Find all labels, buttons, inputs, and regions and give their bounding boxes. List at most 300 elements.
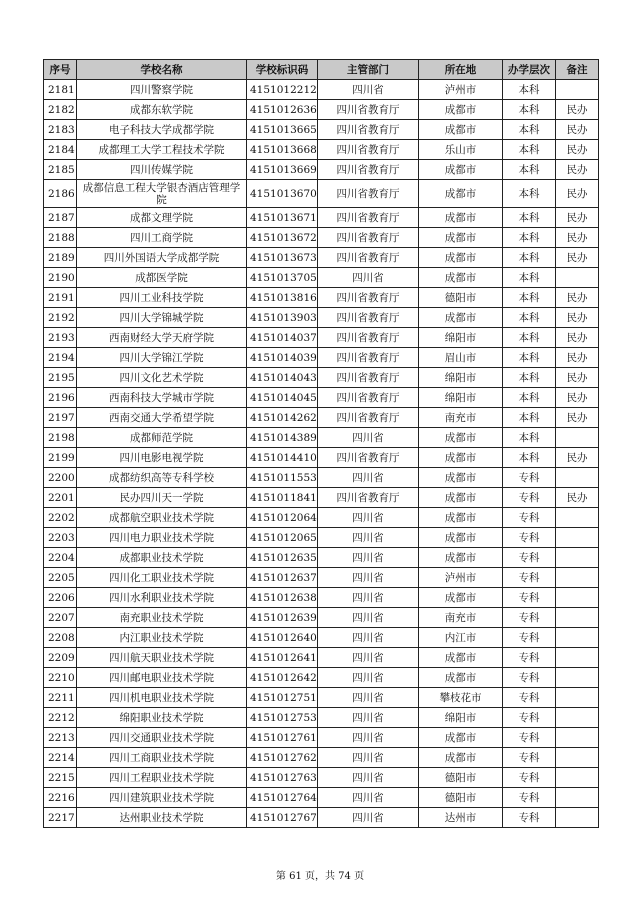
cell-index: 2198 xyxy=(44,428,77,448)
cell-school-name: 成都纺织高等专科学校 xyxy=(77,468,247,488)
cell-location: 成都市 xyxy=(419,548,503,568)
cell-school-name: 成都信息工程大学银杏酒店管理学院 xyxy=(77,180,247,208)
cell-remark xyxy=(556,768,599,788)
cell-index: 2188 xyxy=(44,228,77,248)
cell-authority: 四川省 xyxy=(318,508,419,528)
cell-authority: 四川省教育厅 xyxy=(318,160,419,180)
cell-index: 2215 xyxy=(44,768,77,788)
table-row xyxy=(44,408,599,428)
cell-location: 德阳市 xyxy=(419,288,503,308)
header-remark: 备注 xyxy=(556,60,599,80)
table-body xyxy=(44,80,599,828)
table-row xyxy=(44,100,599,120)
cell-level: 专科 xyxy=(503,728,556,748)
cell-school-name: 四川水利职业技术学院 xyxy=(77,588,247,608)
cell-index: 2214 xyxy=(44,748,77,768)
cell-school-name: 成都理工大学工程技术学院 xyxy=(77,140,247,160)
cell-level: 专科 xyxy=(503,508,556,528)
cell-authority: 四川省教育厅 xyxy=(318,388,419,408)
cell-remark: 民办 xyxy=(556,140,599,160)
header-row xyxy=(44,60,599,80)
cell-school-code: 4151012751 xyxy=(247,688,318,708)
cell-remark: 民办 xyxy=(556,228,599,248)
cell-school-name: 四川警察学院 xyxy=(77,80,247,100)
cell-remark: 民办 xyxy=(556,248,599,268)
cell-level: 本科 xyxy=(503,228,556,248)
cell-remark: 民办 xyxy=(556,100,599,120)
cell-level: 专科 xyxy=(503,748,556,768)
table-row xyxy=(44,728,599,748)
cell-school-name: 电子科技大学成都学院 xyxy=(77,120,247,140)
cell-authority: 四川省 xyxy=(318,768,419,788)
cell-school-code: 4151012637 xyxy=(247,568,318,588)
cell-index: 2207 xyxy=(44,608,77,628)
table-row xyxy=(44,708,599,728)
header-location: 所在地 xyxy=(419,60,503,80)
table-row xyxy=(44,688,599,708)
cell-level: 本科 xyxy=(503,308,556,328)
cell-authority: 四川省教育厅 xyxy=(318,308,419,328)
cell-remark: 民办 xyxy=(556,328,599,348)
cell-school-name: 南充职业技术学院 xyxy=(77,608,247,628)
cell-school-code: 4151013672 xyxy=(247,228,318,248)
cell-location: 成都市 xyxy=(419,208,503,228)
cell-level: 本科 xyxy=(503,428,556,448)
cell-school-code: 4151012635 xyxy=(247,548,318,568)
cell-remark: 民办 xyxy=(556,488,599,508)
cell-school-name: 成都航空职业技术学院 xyxy=(77,508,247,528)
cell-remark: 民办 xyxy=(556,160,599,180)
table-row xyxy=(44,668,599,688)
cell-location: 成都市 xyxy=(419,588,503,608)
cell-authority: 四川省 xyxy=(318,468,419,488)
table-row xyxy=(44,308,599,328)
cell-index: 2193 xyxy=(44,328,77,348)
cell-level: 本科 xyxy=(503,180,556,208)
cell-school-code: 4151012065 xyxy=(247,528,318,548)
cell-authority: 四川省教育厅 xyxy=(318,408,419,428)
cell-authority: 四川省 xyxy=(318,80,419,100)
school-table xyxy=(43,59,599,828)
cell-school-name: 成都东软学院 xyxy=(77,100,247,120)
cell-remark xyxy=(556,748,599,768)
cell-location: 达州市 xyxy=(419,808,503,828)
cell-level: 专科 xyxy=(503,568,556,588)
cell-remark xyxy=(556,628,599,648)
cell-level: 专科 xyxy=(503,648,556,668)
cell-authority: 四川省 xyxy=(318,268,419,288)
cell-location: 绵阳市 xyxy=(419,368,503,388)
cell-school-name: 四川建筑职业技术学院 xyxy=(77,788,247,808)
cell-school-name: 四川大学锦城学院 xyxy=(77,308,247,328)
cell-remark xyxy=(556,588,599,608)
cell-location: 绵阳市 xyxy=(419,388,503,408)
table-row xyxy=(44,348,599,368)
cell-location: 成都市 xyxy=(419,120,503,140)
cell-authority: 四川省教育厅 xyxy=(318,208,419,228)
cell-level: 专科 xyxy=(503,808,556,828)
cell-index: 2189 xyxy=(44,248,77,268)
cell-remark: 民办 xyxy=(556,120,599,140)
cell-location: 南充市 xyxy=(419,608,503,628)
cell-remark xyxy=(556,80,599,100)
cell-school-name: 达州职业技术学院 xyxy=(77,808,247,828)
cell-school-code: 4151012762 xyxy=(247,748,318,768)
header-authority: 主管部门 xyxy=(318,60,419,80)
cell-school-name: 西南科技大学城市学院 xyxy=(77,388,247,408)
header-level: 办学层次 xyxy=(503,60,556,80)
table-row xyxy=(44,808,599,828)
table-row xyxy=(44,468,599,488)
cell-level: 专科 xyxy=(503,528,556,548)
cell-remark xyxy=(556,528,599,548)
cell-location: 德阳市 xyxy=(419,788,503,808)
cell-remark xyxy=(556,268,599,288)
header-index: 序号 xyxy=(44,60,77,80)
cell-authority: 四川省 xyxy=(318,688,419,708)
table-row xyxy=(44,80,599,100)
cell-index: 2216 xyxy=(44,788,77,808)
cell-remark xyxy=(556,648,599,668)
cell-school-name: 四川文化艺术学院 xyxy=(77,368,247,388)
cell-level: 本科 xyxy=(503,408,556,428)
cell-location: 眉山市 xyxy=(419,348,503,368)
cell-authority: 四川省 xyxy=(318,788,419,808)
cell-index: 2197 xyxy=(44,408,77,428)
cell-school-name: 西南交通大学希望学院 xyxy=(77,408,247,428)
cell-authority: 四川省 xyxy=(318,808,419,828)
table-row xyxy=(44,228,599,248)
cell-location: 成都市 xyxy=(419,268,503,288)
cell-index: 2191 xyxy=(44,288,77,308)
cell-school-name: 四川工商学院 xyxy=(77,228,247,248)
cell-school-name: 四川外国语大学成都学院 xyxy=(77,248,247,268)
cell-school-code: 4151013903 xyxy=(247,308,318,328)
table-row xyxy=(44,608,599,628)
cell-level: 本科 xyxy=(503,140,556,160)
cell-school-code: 4151012638 xyxy=(247,588,318,608)
cell-school-name: 四川化工职业技术学院 xyxy=(77,568,247,588)
table-row xyxy=(44,648,599,668)
cell-location: 成都市 xyxy=(419,448,503,468)
cell-remark xyxy=(556,608,599,628)
cell-location: 成都市 xyxy=(419,528,503,548)
cell-index: 2213 xyxy=(44,728,77,748)
cell-authority: 四川省 xyxy=(318,548,419,568)
cell-school-code: 4151014262 xyxy=(247,408,318,428)
table-row xyxy=(44,508,599,528)
table-row xyxy=(44,208,599,228)
cell-authority: 四川省 xyxy=(318,428,419,448)
cell-school-name: 四川工商职业技术学院 xyxy=(77,748,247,768)
table-row xyxy=(44,488,599,508)
table-row xyxy=(44,180,599,208)
table-row xyxy=(44,768,599,788)
cell-school-code: 4151014045 xyxy=(247,388,318,408)
cell-level: 本科 xyxy=(503,348,556,368)
table-row xyxy=(44,428,599,448)
cell-school-name: 四川大学锦江学院 xyxy=(77,348,247,368)
cell-location: 南充市 xyxy=(419,408,503,428)
cell-level: 本科 xyxy=(503,288,556,308)
cell-school-code: 4151012767 xyxy=(247,808,318,828)
cell-index: 2196 xyxy=(44,388,77,408)
cell-index: 2206 xyxy=(44,588,77,608)
cell-remark: 民办 xyxy=(556,368,599,388)
cell-location: 成都市 xyxy=(419,728,503,748)
cell-location: 成都市 xyxy=(419,100,503,120)
cell-school-code: 4151012753 xyxy=(247,708,318,728)
cell-school-code: 4151013670 xyxy=(247,180,318,208)
cell-index: 2217 xyxy=(44,808,77,828)
cell-school-code: 4151012763 xyxy=(247,768,318,788)
cell-location: 乐山市 xyxy=(419,140,503,160)
cell-index: 2211 xyxy=(44,688,77,708)
cell-school-code: 4151012642 xyxy=(247,668,318,688)
cell-level: 本科 xyxy=(503,208,556,228)
cell-index: 2204 xyxy=(44,548,77,568)
cell-location: 泸州市 xyxy=(419,80,503,100)
cell-authority: 四川省教育厅 xyxy=(318,368,419,388)
cell-index: 2205 xyxy=(44,568,77,588)
table-row xyxy=(44,568,599,588)
cell-authority: 四川省教育厅 xyxy=(318,248,419,268)
cell-authority: 四川省教育厅 xyxy=(318,140,419,160)
cell-index: 2192 xyxy=(44,308,77,328)
cell-authority: 四川省 xyxy=(318,528,419,548)
cell-school-code: 4151014410 xyxy=(247,448,318,468)
cell-level: 专科 xyxy=(503,788,556,808)
cell-location: 成都市 xyxy=(419,648,503,668)
table-row xyxy=(44,288,599,308)
cell-level: 专科 xyxy=(503,588,556,608)
cell-remark xyxy=(556,548,599,568)
cell-location: 绵阳市 xyxy=(419,708,503,728)
table-row xyxy=(44,248,599,268)
cell-location: 攀枝花市 xyxy=(419,688,503,708)
cell-index: 2202 xyxy=(44,508,77,528)
cell-remark: 民办 xyxy=(556,408,599,428)
cell-school-code: 4151013705 xyxy=(247,268,318,288)
cell-school-name: 四川机电职业技术学院 xyxy=(77,688,247,708)
cell-school-name: 成都医学院 xyxy=(77,268,247,288)
cell-authority: 四川省教育厅 xyxy=(318,328,419,348)
cell-school-code: 4151013668 xyxy=(247,140,318,160)
cell-location: 成都市 xyxy=(419,160,503,180)
cell-authority: 四川省教育厅 xyxy=(318,488,419,508)
cell-authority: 四川省 xyxy=(318,648,419,668)
cell-remark: 民办 xyxy=(556,348,599,368)
cell-level: 本科 xyxy=(503,368,556,388)
table-row xyxy=(44,748,599,768)
cell-school-code: 4151014037 xyxy=(247,328,318,348)
cell-authority: 四川省 xyxy=(318,588,419,608)
cell-authority: 四川省 xyxy=(318,608,419,628)
cell-authority: 四川省 xyxy=(318,708,419,728)
cell-school-name: 四川邮电职业技术学院 xyxy=(77,668,247,688)
cell-location: 泸州市 xyxy=(419,568,503,588)
cell-school-name: 内江职业技术学院 xyxy=(77,628,247,648)
cell-index: 2201 xyxy=(44,488,77,508)
table-row xyxy=(44,328,599,348)
cell-school-code: 4151014039 xyxy=(247,348,318,368)
cell-level: 本科 xyxy=(503,268,556,288)
cell-remark xyxy=(556,728,599,748)
cell-index: 2181 xyxy=(44,80,77,100)
cell-authority: 四川省 xyxy=(318,748,419,768)
cell-index: 2194 xyxy=(44,348,77,368)
cell-school-name: 四川电影电视学院 xyxy=(77,448,247,468)
cell-school-code: 4151014389 xyxy=(247,428,318,448)
table-header xyxy=(44,60,599,80)
table-row xyxy=(44,160,599,180)
cell-school-name: 成都师范学院 xyxy=(77,428,247,448)
cell-location: 成都市 xyxy=(419,488,503,508)
cell-remark xyxy=(556,708,599,728)
table-row xyxy=(44,788,599,808)
cell-authority: 四川省教育厅 xyxy=(318,288,419,308)
cell-school-name: 四川工业科技学院 xyxy=(77,288,247,308)
cell-index: 2185 xyxy=(44,160,77,180)
cell-school-code: 4151013669 xyxy=(247,160,318,180)
cell-school-code: 4151012212 xyxy=(247,80,318,100)
cell-index: 2200 xyxy=(44,468,77,488)
cell-level: 专科 xyxy=(503,548,556,568)
cell-school-name: 西南财经大学天府学院 xyxy=(77,328,247,348)
cell-school-name: 四川航天职业技术学院 xyxy=(77,648,247,668)
cell-authority: 四川省教育厅 xyxy=(318,120,419,140)
table-row xyxy=(44,628,599,648)
cell-authority: 四川省教育厅 xyxy=(318,100,419,120)
cell-index: 2186 xyxy=(44,180,77,208)
cell-location: 绵阳市 xyxy=(419,328,503,348)
cell-school-code: 4151012641 xyxy=(247,648,318,668)
cell-school-code: 4151012639 xyxy=(247,608,318,628)
cell-remark xyxy=(556,428,599,448)
cell-authority: 四川省教育厅 xyxy=(318,180,419,208)
cell-index: 2184 xyxy=(44,140,77,160)
cell-index: 2208 xyxy=(44,628,77,648)
table-row xyxy=(44,388,599,408)
cell-remark xyxy=(556,468,599,488)
cell-level: 本科 xyxy=(503,100,556,120)
cell-remark xyxy=(556,568,599,588)
cell-location: 成都市 xyxy=(419,428,503,448)
cell-level: 专科 xyxy=(503,688,556,708)
table-row xyxy=(44,588,599,608)
cell-level: 专科 xyxy=(503,768,556,788)
cell-level: 本科 xyxy=(503,328,556,348)
cell-remark xyxy=(556,688,599,708)
table-row xyxy=(44,120,599,140)
cell-authority: 四川省教育厅 xyxy=(318,448,419,468)
table-row xyxy=(44,140,599,160)
cell-authority: 四川省 xyxy=(318,728,419,748)
cell-location: 成都市 xyxy=(419,468,503,488)
cell-location: 成都市 xyxy=(419,180,503,208)
cell-level: 专科 xyxy=(503,488,556,508)
cell-school-name: 四川电力职业技术学院 xyxy=(77,528,247,548)
cell-level: 专科 xyxy=(503,468,556,488)
cell-school-name: 成都职业技术学院 xyxy=(77,548,247,568)
cell-school-name: 民办四川天一学院 xyxy=(77,488,247,508)
cell-level: 本科 xyxy=(503,248,556,268)
cell-school-code: 4151012064 xyxy=(247,508,318,528)
cell-school-code: 4151012764 xyxy=(247,788,318,808)
cell-remark: 民办 xyxy=(556,208,599,228)
cell-level: 本科 xyxy=(503,120,556,140)
cell-remark xyxy=(556,508,599,528)
cell-remark: 民办 xyxy=(556,288,599,308)
cell-index: 2203 xyxy=(44,528,77,548)
cell-school-code: 4151014043 xyxy=(247,368,318,388)
cell-level: 专科 xyxy=(503,668,556,688)
cell-school-code: 4151011841 xyxy=(247,488,318,508)
cell-remark xyxy=(556,808,599,828)
cell-school-code: 4151013671 xyxy=(247,208,318,228)
cell-school-name: 四川交通职业技术学院 xyxy=(77,728,247,748)
cell-index: 2212 xyxy=(44,708,77,728)
cell-authority: 四川省 xyxy=(318,568,419,588)
cell-location: 德阳市 xyxy=(419,768,503,788)
cell-location: 内江市 xyxy=(419,628,503,648)
cell-school-code: 4151013673 xyxy=(247,248,318,268)
cell-index: 2199 xyxy=(44,448,77,468)
cell-authority: 四川省 xyxy=(318,668,419,688)
table-row xyxy=(44,268,599,288)
cell-remark xyxy=(556,788,599,808)
cell-location: 成都市 xyxy=(419,668,503,688)
cell-location: 成都市 xyxy=(419,508,503,528)
cell-school-code: 4151011553 xyxy=(247,468,318,488)
cell-index: 2195 xyxy=(44,368,77,388)
cell-school-code: 4151012636 xyxy=(247,100,318,120)
cell-school-code: 4151013665 xyxy=(247,120,318,140)
cell-remark xyxy=(556,668,599,688)
cell-index: 2183 xyxy=(44,120,77,140)
cell-remark: 民办 xyxy=(556,388,599,408)
header-school-code: 学校标识码 xyxy=(247,60,318,80)
cell-index: 2190 xyxy=(44,268,77,288)
cell-remark: 民办 xyxy=(556,180,599,208)
cell-school-name: 成都文理学院 xyxy=(77,208,247,228)
cell-index: 2210 xyxy=(44,668,77,688)
cell-level: 本科 xyxy=(503,160,556,180)
cell-level: 专科 xyxy=(503,608,556,628)
cell-level: 本科 xyxy=(503,388,556,408)
cell-authority: 四川省 xyxy=(318,628,419,648)
table-row xyxy=(44,368,599,388)
cell-location: 成都市 xyxy=(419,308,503,328)
cell-school-name: 四川传媒学院 xyxy=(77,160,247,180)
cell-level: 专科 xyxy=(503,628,556,648)
cell-school-code: 4151012761 xyxy=(247,728,318,748)
cell-level: 本科 xyxy=(503,80,556,100)
table-row xyxy=(44,548,599,568)
cell-location: 成都市 xyxy=(419,228,503,248)
cell-authority: 四川省教育厅 xyxy=(318,228,419,248)
cell-index: 2187 xyxy=(44,208,77,228)
cell-index: 2209 xyxy=(44,648,77,668)
page-footer: 第 61 页，共 74 页 xyxy=(275,871,365,882)
cell-remark: 民办 xyxy=(556,448,599,468)
table-row xyxy=(44,528,599,548)
cell-school-name: 四川工程职业技术学院 xyxy=(77,768,247,788)
cell-school-code: 4151012640 xyxy=(247,628,318,648)
header-school-name: 学校名称 xyxy=(77,60,247,80)
cell-level: 本科 xyxy=(503,448,556,468)
cell-location: 成都市 xyxy=(419,748,503,768)
